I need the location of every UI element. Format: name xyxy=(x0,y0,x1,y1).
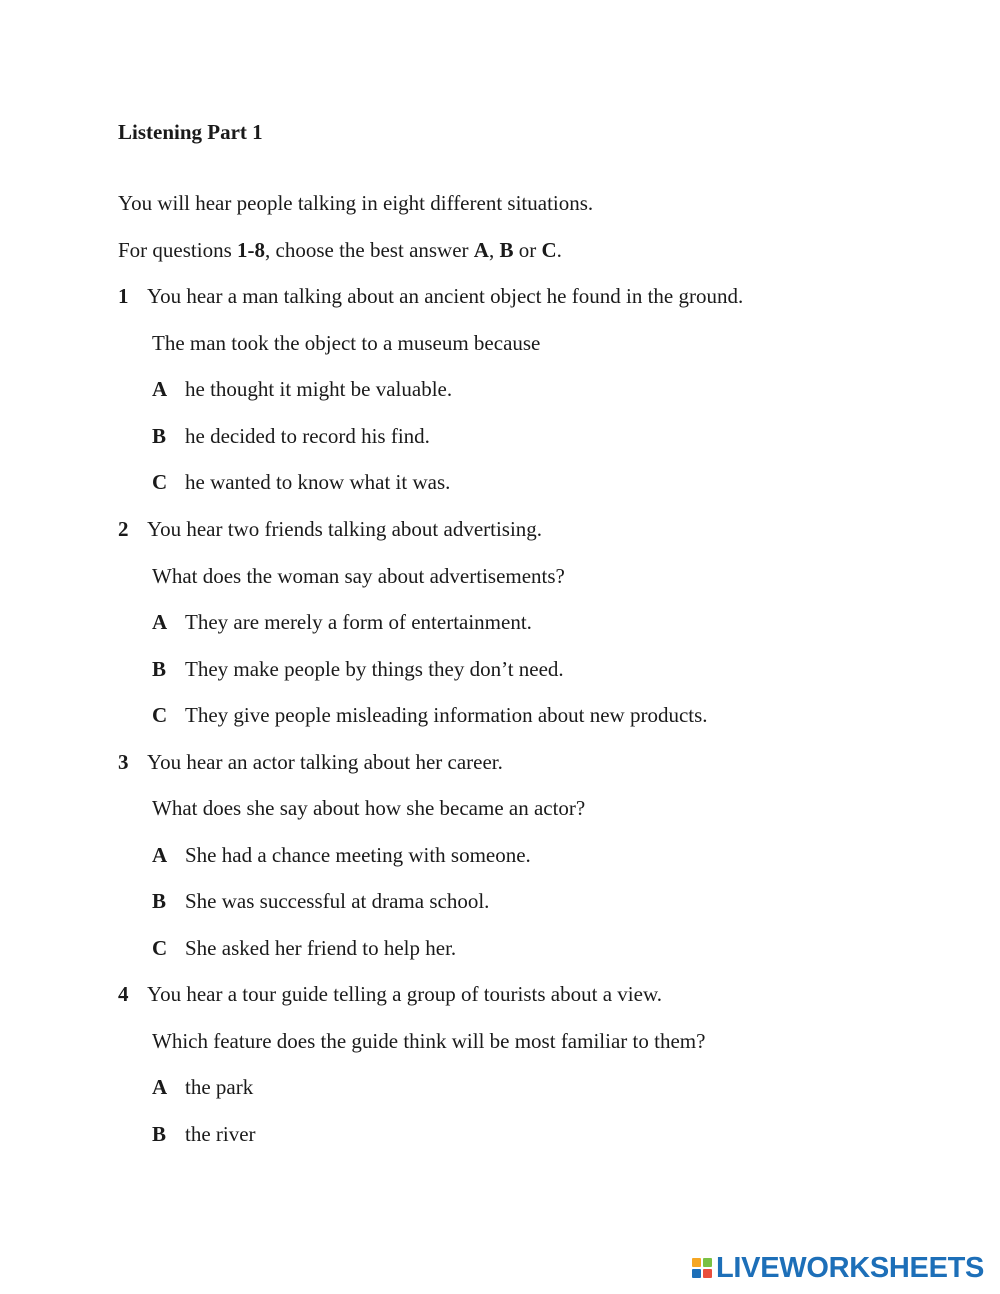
liveworksheets-logo[interactable] xyxy=(692,1253,984,1283)
question-1-option-b[interactable]: B he decided to record his find. xyxy=(152,424,430,448)
question-2-option-a[interactable]: A They are merely a form of entertainment. xyxy=(152,610,532,634)
logo-text: LIVEWORKSHEETS xyxy=(716,1251,985,1284)
question-3-stem: What does she say about how she became an actor? xyxy=(152,796,586,820)
intro-instructions: You will hear people talking in eight different situations. xyxy=(118,191,594,215)
page-title: Listening Part 1 xyxy=(118,120,263,144)
question-3-context: 3 You hear an actor talking about her career. xyxy=(118,750,503,774)
question-4-option-a[interactable]: A the park xyxy=(152,1075,254,1099)
question-2-option-b[interactable]: B They make people by things they don’t need. xyxy=(152,657,564,681)
question-3-option-c[interactable]: C She asked her friend to help her. xyxy=(152,936,457,960)
question-1-option-a[interactable]: A he thought it might be valuable. xyxy=(152,377,453,401)
question-1-context: 1 You hear a man talking about an ancient object he found in the ground. xyxy=(118,284,744,308)
question-2-stem: What does the woman say about advertisements? xyxy=(152,564,565,588)
question-2-context: 2 You hear two friends talking about advertising. xyxy=(118,517,543,541)
question-4-stem: Which feature does the guide think will be most familiar to them? xyxy=(152,1029,706,1053)
question-number: 3 xyxy=(118,750,129,774)
liveworksheets-logo-icon xyxy=(692,1258,712,1278)
intro-question-range: For questions 1-8, choose the best answer A, B or C. xyxy=(118,238,562,262)
question-number: 4 xyxy=(118,982,129,1006)
question-4-context: 4 You hear a tour guide telling a group of tourists about a view. xyxy=(118,982,662,1006)
question-2-option-c[interactable]: C They give people misleading information about new products. xyxy=(152,703,708,727)
question-number: 2 xyxy=(118,517,129,541)
question-number: 1 xyxy=(118,284,129,308)
question-1-stem: The man took the object to a museum because xyxy=(152,331,541,355)
question-3-option-a[interactable]: A She had a chance meeting with someone. xyxy=(152,843,531,867)
question-3-option-b[interactable]: B She was successful at drama school. xyxy=(152,889,490,913)
question-4-option-b[interactable]: B the river xyxy=(152,1122,256,1146)
question-1-option-c[interactable]: C he wanted to know what it was. xyxy=(152,470,451,494)
